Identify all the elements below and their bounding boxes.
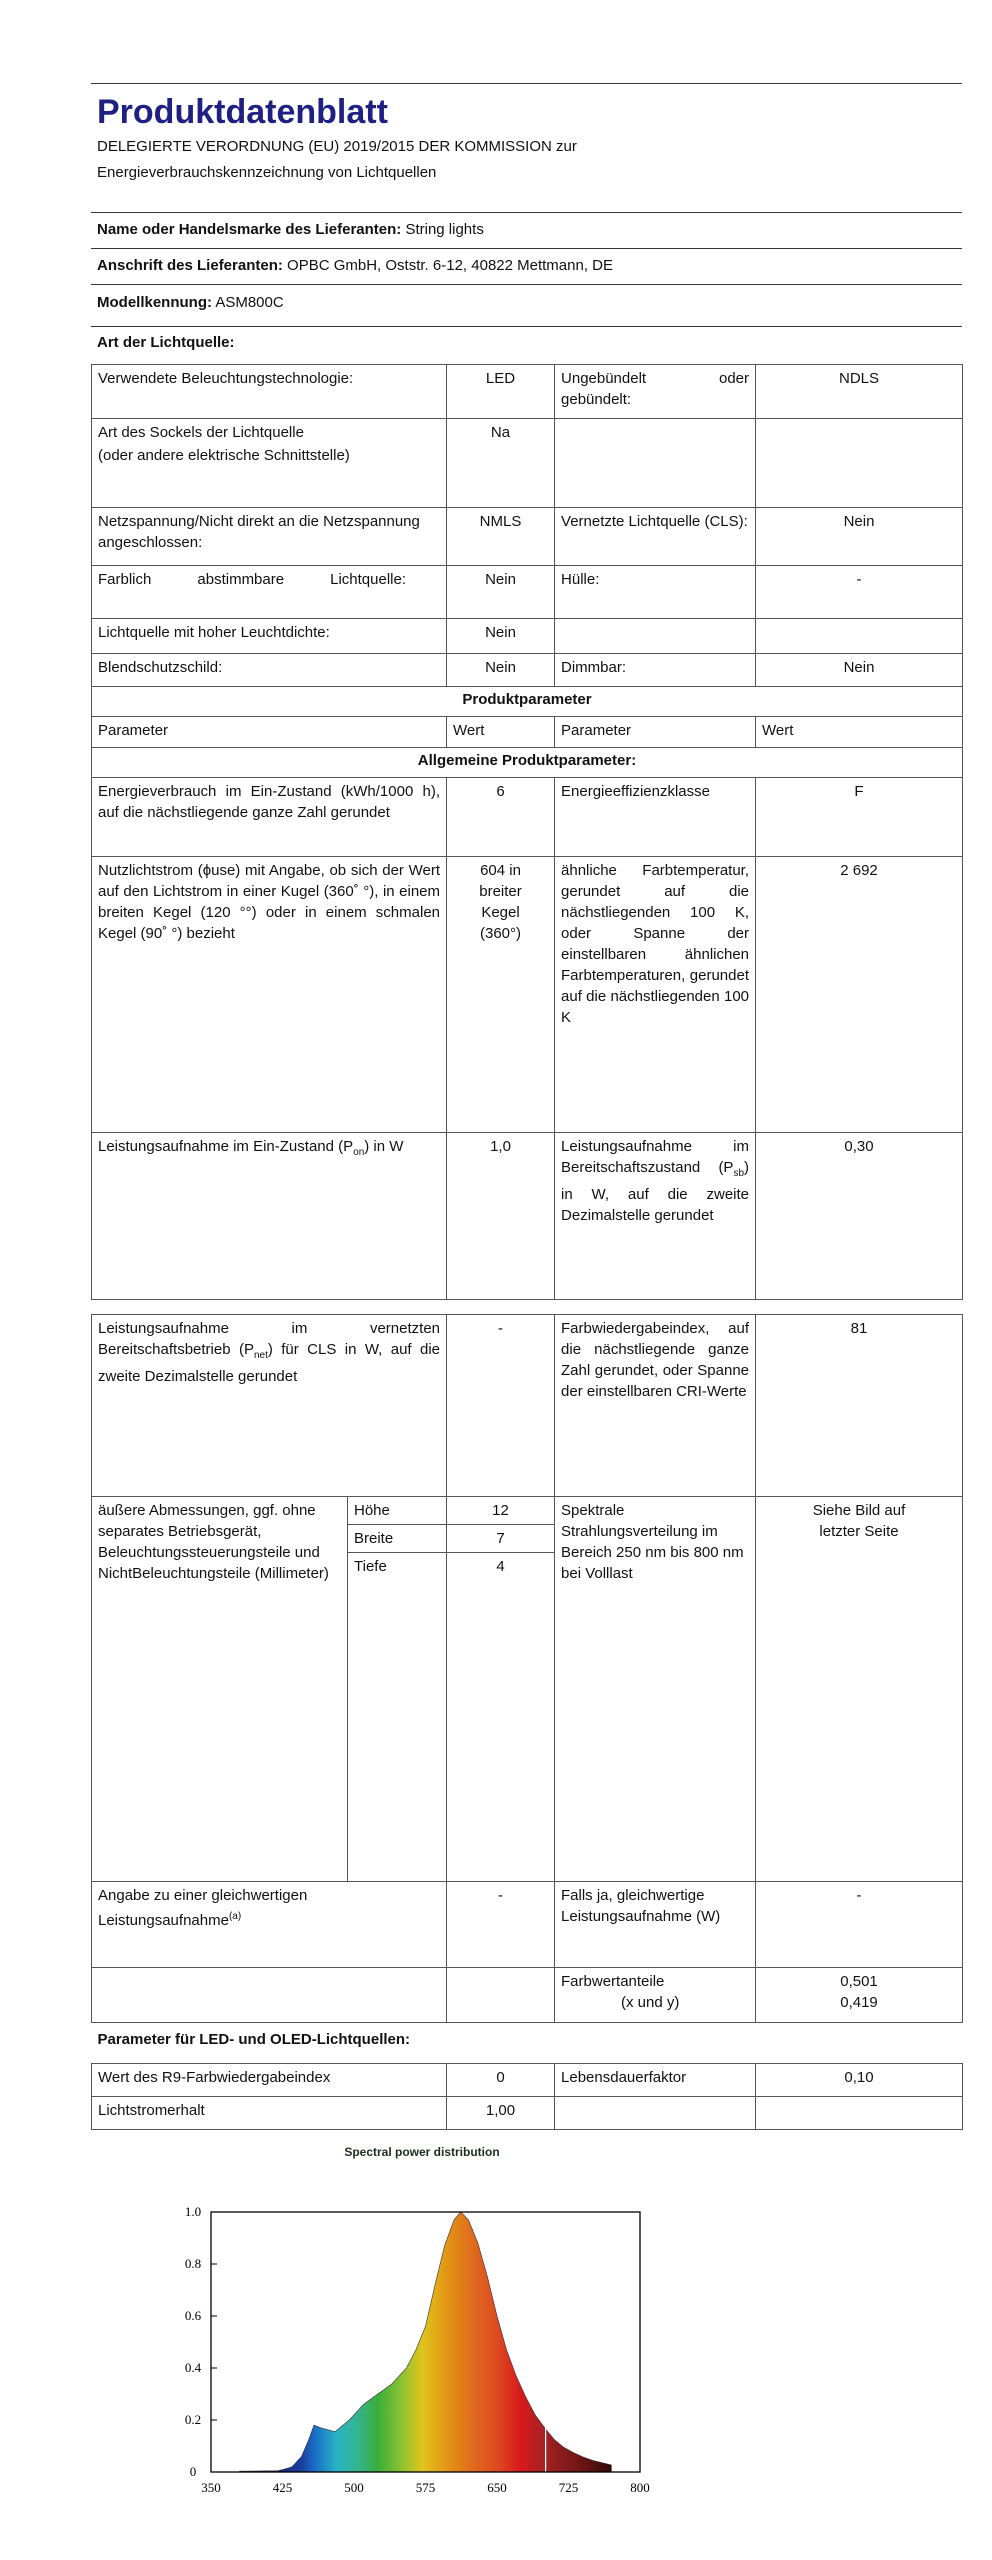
- param-label: Vernetzte Lichtquelle (CLS):: [555, 508, 756, 566]
- supplier-address-row: [91, 248, 962, 284]
- column-header-value: Wert: [756, 717, 963, 748]
- param-label: ähnliche Farbtemperatur, gerundet auf die nächstliegenden 100 K, oder Spanne der einstellbaren ähnlichen Farbtemperaturen, gerundet auf die nächstliegenden 100 K: [555, 857, 756, 1133]
- param-label: Lebensdauerfaktor: [555, 2064, 756, 2097]
- empty-cell: [447, 1968, 555, 2023]
- param-label: Dimmbar:: [555, 654, 756, 687]
- table-row: [92, 654, 963, 687]
- param-value: -: [447, 1882, 555, 1968]
- param-label: Energieverbrauch im Ein-Zustand (kWh/1000 h), auf die nächstliegende ganze Zahl gerundet: [92, 778, 447, 857]
- x-tick-label: 725: [558, 2480, 579, 2495]
- label-text: ) für CLS in W, auf die zweite Dezimalstelle gerundet: [98, 1341, 440, 1385]
- table-row: [92, 1315, 963, 1497]
- param-value: Na: [447, 419, 555, 508]
- model-row: [91, 284, 962, 326]
- table-row: [92, 419, 963, 508]
- x-tick-label: 800: [630, 2480, 650, 2495]
- param-label: Spektrale Strahlungsverteilung im Bereich 250 nm bis 800 nm bei Volllast: [555, 1497, 756, 1882]
- param-value: [756, 1968, 963, 2023]
- product-params-heading: Produktparameter: [92, 687, 963, 717]
- empty-cell: [447, 1581, 555, 1882]
- param-value: Nein: [447, 619, 555, 654]
- param-value: 81: [756, 1315, 963, 1497]
- label-text: ) in W, auf die zweite Dezimalstelle gerundet: [561, 1159, 750, 1224]
- param-label-line: Art des Sockels der Lichtquelle: [98, 424, 304, 441]
- label-text: Leistungsaufnahme im Ein-Zustand (P: [98, 1138, 354, 1155]
- table-row: [92, 1882, 963, 1968]
- label-text: Farbwertanteile: [561, 1973, 665, 1990]
- param-value: NMLS: [447, 508, 555, 566]
- dimension-value: 7: [447, 1525, 555, 1553]
- table-row: [92, 1497, 963, 1525]
- supplier-name-value: String lights: [401, 221, 484, 238]
- empty-cell: [555, 619, 756, 654]
- led-params-heading: Parameter für LED- und OLED-Lichtquellen:: [92, 2023, 963, 2064]
- table-row: [92, 1968, 963, 2023]
- param-value: Nein: [447, 654, 555, 687]
- column-header-row: [92, 717, 963, 748]
- param-label: Energieeffizienzklasse: [555, 778, 756, 857]
- x-tick-label: 350: [201, 2480, 221, 2495]
- dimension-label: Höhe: [348, 1497, 447, 1525]
- empty-cell: [756, 619, 963, 654]
- param-value: 0,30: [756, 1133, 963, 1300]
- table-row: [92, 2064, 963, 2097]
- param-label: [92, 1315, 447, 1497]
- y-tick-label: 0.8: [184, 2256, 202, 2271]
- param-value: -: [756, 566, 963, 619]
- section-header-row: [92, 748, 963, 778]
- param-value: 6: [447, 778, 555, 857]
- spacer: [92, 1300, 963, 1315]
- column-header-parameter: Parameter: [92, 717, 447, 748]
- param-label: Ungebündelt oder gebündelt:: [555, 365, 756, 419]
- param-value: LED: [447, 365, 555, 419]
- table-row: [92, 2097, 963, 2130]
- table-row: [92, 778, 963, 857]
- param-label: Verwendete Beleuchtungstechnologie:: [92, 365, 447, 419]
- parameter-table: [91, 364, 963, 2130]
- dimension-value: 12: [447, 1497, 555, 1525]
- param-label: [92, 419, 447, 508]
- param-label: Blendschutzschild:: [92, 654, 447, 687]
- param-value: Nein: [756, 654, 963, 687]
- param-label: Farblich abstimmbare Lichtquelle:: [92, 566, 447, 619]
- column-header-parameter: Parameter: [555, 717, 756, 748]
- table-row: [92, 1133, 963, 1300]
- param-value: Siehe Bild auf letzter Seite: [756, 1497, 963, 1882]
- param-value: Nein: [447, 566, 555, 619]
- supplier-address-value: OPBC GmbH, Oststr. 6-12, 40822 Mettmann, DE: [282, 257, 613, 274]
- light-source-type-heading: Art der Lichtquelle:: [91, 326, 962, 364]
- param-value: 0,10: [756, 2064, 963, 2097]
- param-value: F: [756, 778, 963, 857]
- param-value: 2 692: [756, 857, 963, 1133]
- param-value: -: [447, 1315, 555, 1497]
- spacer-row: [92, 1300, 963, 1315]
- param-label: [555, 1968, 756, 2023]
- section-header-row: [92, 687, 963, 717]
- empty-cell: [555, 419, 756, 508]
- column-header-value: Wert: [447, 717, 555, 748]
- header-block: [91, 83, 962, 212]
- y-value: 0,419: [840, 1994, 878, 2011]
- label-text: Angabe zu einer gleichwertigen Leistungsaufnahme: [98, 1887, 308, 1929]
- subscript: sb: [733, 1168, 745, 1179]
- param-label: Nutzlichtstrom (ϕuse) mit Angabe, ob sich der Wert auf den Lichtstrom in einer Kugel (360˚ °), in einem breiten Kegel (120 °°) oder in einem schmalen Kegel (90˚ °) bezieht: [92, 857, 447, 1133]
- param-label-line: (oder andere elektrische Schnittstelle): [98, 447, 350, 464]
- spectrum-area: [240, 2212, 612, 2472]
- table-row: [92, 857, 963, 1133]
- spectral-power-chart: [150, 2140, 710, 2540]
- dimension-label: Tiefe: [348, 1553, 447, 1581]
- table-row: [92, 365, 963, 419]
- param-value: 1,0: [447, 1133, 555, 1300]
- supplier-name-label: Name oder Handelsmarke des Lieferanten:: [97, 221, 402, 238]
- param-label: Lichtstromerhalt: [92, 2097, 447, 2130]
- x-value: 0,501: [840, 1973, 878, 1990]
- param-value: 604 in breiter Kegel (360°): [447, 857, 555, 1133]
- empty-cell: [756, 419, 963, 508]
- x-tick-label: 425: [272, 2480, 293, 2495]
- subscript: on: [353, 1147, 365, 1158]
- label-text: Leistungsaufnahme im vernetzten Bereitschaftsbetrieb (P: [98, 1320, 441, 1358]
- regulation-text: DELEGIERTE VERORDNUNG (EU) 2019/2015 DER KOMMISSION zur Energieverbrauchskennzeichnung von Lichtquellen: [97, 138, 577, 181]
- param-label: [92, 1133, 447, 1300]
- param-label: [555, 1133, 756, 1300]
- table-row: [92, 566, 963, 619]
- param-value: 1,00: [447, 2097, 555, 2130]
- subscript: net: [253, 1350, 268, 1361]
- page-title: Produktdatenblatt: [97, 93, 388, 131]
- param-label: Lichtquelle mit hoher Leuchtdichte:: [92, 619, 447, 654]
- y-tick-label: 1.0: [184, 2204, 202, 2219]
- empty-cell: [756, 2097, 963, 2130]
- y-tick-label: 0.6: [184, 2308, 202, 2323]
- param-value: -: [756, 1882, 963, 1968]
- empty-cell: [555, 2097, 756, 2130]
- param-label: Hülle:: [555, 566, 756, 619]
- y-tick-label: 0.4: [184, 2360, 202, 2375]
- model-label: Modellkennung:: [97, 294, 212, 311]
- table-row: [92, 619, 963, 654]
- param-label: Netzspannung/Nicht direkt an die Netzspannung angeschlossen:: [92, 508, 447, 566]
- dimension-label: Breite: [348, 1525, 447, 1553]
- x-tick-label: 500: [344, 2480, 364, 2495]
- label-text: ) in W: [364, 1138, 404, 1155]
- model-value: ASM800C: [212, 294, 284, 311]
- param-label: Farbwiedergabeindex, auf die nächstliegende ganze Zahl gerundet, oder Spanne der einstellbaren CRI-Werte: [555, 1315, 756, 1497]
- x-tick-label: 575: [415, 2480, 436, 2495]
- y-tick-label: 0.2: [184, 2412, 202, 2427]
- param-label: äußere Abmessungen, ggf. ohne separates Betriebsgerät, Beleuchtungssteuerungsteile und NichtBeleuchtungsteile (Millimeter): [92, 1497, 348, 1882]
- empty-cell: [92, 1968, 447, 2023]
- section-header-row: [92, 2023, 963, 2064]
- param-value: NDLS: [756, 365, 963, 419]
- label-text: (x und y): [621, 1994, 680, 2011]
- dimension-value: 4: [447, 1553, 555, 1581]
- table-row: [92, 508, 963, 566]
- param-label: [92, 1882, 447, 1968]
- empty-cell: [348, 1581, 447, 1882]
- param-value: Nein: [756, 508, 963, 566]
- superscript: (a): [228, 1911, 242, 1922]
- supplier-name-row: [91, 212, 962, 248]
- supplier-address-label: Anschrift des Lieferanten:: [97, 257, 283, 274]
- general-params-heading: Allgemeine Produktparameter:: [92, 748, 963, 778]
- y-tick-label: 0: [189, 2464, 197, 2479]
- param-value: 0: [447, 2064, 555, 2097]
- product-data-sheet: [91, 83, 962, 2130]
- chart-title: Spectral power distribution: [344, 2145, 500, 2159]
- param-label: Falls ja, gleichwertige Leistungsaufnahme (W): [555, 1882, 756, 1968]
- param-label: Wert des R9-Farbwiedergabeindex: [92, 2064, 447, 2097]
- x-tick-label: 650: [487, 2480, 507, 2495]
- label-text: Leistungsaufnahme im Bereitschaftszustand (P: [561, 1138, 750, 1176]
